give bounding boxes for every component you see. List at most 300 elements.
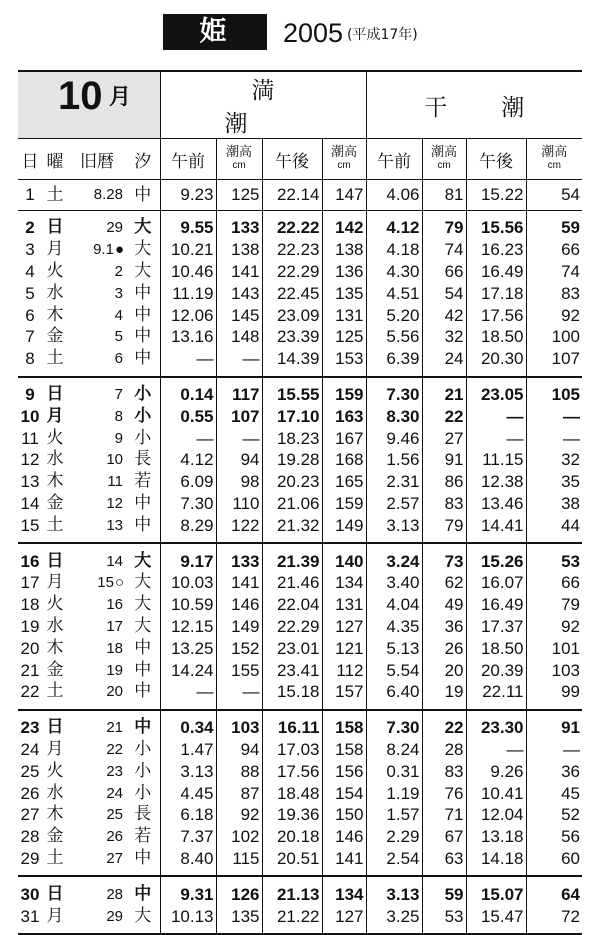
- high-pm-time: 22.29: [262, 616, 322, 638]
- high-am-time: 9.17: [180, 551, 214, 571]
- col-low-am-height: [422, 139, 466, 180]
- tide-type-cell: 中: [126, 180, 160, 211]
- low-pm-time: 20.39: [466, 659, 526, 681]
- moon-phase-icon: ○: [114, 574, 124, 592]
- lunar-date-cell: [68, 876, 126, 905]
- high-am-time: 1.47: [180, 739, 214, 759]
- height-label: 潮高: [330, 145, 357, 160]
- lunar-date-cell: [68, 239, 126, 261]
- high-pm-height: 134: [322, 876, 366, 905]
- weekday-cell: 月: [46, 738, 64, 759]
- low-pm-height: 32: [526, 449, 582, 471]
- low-pm-time: 16.07: [466, 572, 526, 594]
- lunar-date-cell: [68, 739, 126, 761]
- lunar-date-value: 2: [114, 262, 123, 280]
- col-weekday: 曜: [42, 139, 68, 180]
- low-pm-time: 18.50: [466, 637, 526, 659]
- table-row: [18, 760, 582, 782]
- lunar-date-value: 17: [106, 617, 123, 635]
- table-row: [18, 594, 582, 616]
- high-am-height: 141: [216, 572, 262, 594]
- high-am-time: 10.13: [170, 906, 214, 926]
- table-row: [18, 572, 582, 594]
- high-am-height: 115: [216, 848, 262, 877]
- high-am-time: 12.15: [170, 616, 214, 636]
- high-am-time: 6.09: [180, 472, 214, 492]
- day-cell: 15: [20, 515, 40, 535]
- tide-type-cell: 大: [126, 239, 160, 261]
- lunar-date-cell: [68, 848, 126, 877]
- day-cell: 3: [25, 240, 35, 260]
- high-pm-time: 17.03: [262, 739, 322, 761]
- high-am-height: 143: [216, 282, 262, 304]
- weekday-cell: 木: [46, 637, 64, 658]
- col-tide: 汐: [126, 139, 160, 180]
- high-pm-time: 17.10: [262, 405, 322, 427]
- col-low-pm: 午後: [466, 139, 526, 180]
- low-pm-height: 66: [526, 572, 582, 594]
- high-am-time: 13.16: [170, 327, 214, 347]
- col-high-pm-height: [322, 139, 366, 180]
- low-pm-time: 22.11: [466, 681, 526, 710]
- weekday-cell: 日: [46, 550, 64, 571]
- low-pm-time: 23.30: [466, 710, 526, 739]
- high-am-time: 9.55: [180, 218, 214, 238]
- tide-type-cell: 中: [126, 514, 160, 543]
- lunar-date-value: 3: [114, 284, 123, 302]
- weekday-cell: 土: [46, 514, 64, 535]
- low-am-height: 20: [422, 659, 466, 681]
- low-am-height: 22: [422, 405, 466, 427]
- low-pm-time: 14.41: [466, 514, 526, 543]
- high-am-height: 87: [216, 782, 262, 804]
- low-am-time: 4.06: [366, 180, 422, 211]
- high-pm-time: 22.04: [262, 594, 322, 616]
- table-row: [18, 261, 582, 283]
- high-pm-time: 15.55: [262, 377, 322, 406]
- high-pm-height: 121: [322, 637, 366, 659]
- weekday-cell: 日: [46, 717, 64, 738]
- weekday-cell: 土: [46, 348, 64, 369]
- high-am-height: 94: [216, 449, 262, 471]
- day-cell: 27: [20, 805, 40, 825]
- low-pm-height: 92: [526, 304, 582, 326]
- low-am-time: 5.13: [386, 638, 420, 658]
- tide-type-cell: 小: [126, 739, 160, 761]
- table-row: [18, 326, 582, 348]
- lunar-date-value: 11: [107, 473, 123, 491]
- low-pm-height: 74: [526, 261, 582, 283]
- low-pm-height: 38: [526, 493, 582, 515]
- low-am-height: 24: [422, 348, 466, 377]
- low-am-height: 63: [422, 848, 466, 877]
- low-pm-height: 92: [526, 616, 582, 638]
- low-pm-height: 103: [526, 659, 582, 681]
- tide-type-cell: 大: [126, 261, 160, 283]
- month-number: 10: [58, 74, 103, 118]
- low-am-height: 22: [422, 710, 466, 739]
- low-pm-time: 17.56: [466, 304, 526, 326]
- lunar-date-cell: [68, 282, 126, 304]
- height-label: 潮高: [430, 145, 457, 160]
- day-cell: 19: [20, 616, 40, 636]
- table-row: [18, 304, 582, 326]
- low-pm-time: 18.50: [466, 326, 526, 348]
- high-pm-time: 20.23: [262, 471, 322, 493]
- high-pm-time: 21.06: [262, 493, 322, 515]
- lunar-date-value: 27: [106, 849, 123, 867]
- low-pm-height: 72: [526, 905, 582, 934]
- weekday-cell: 水: [46, 282, 64, 303]
- lunar-date-value: 26: [106, 828, 123, 846]
- day-cell: 14: [20, 493, 40, 513]
- tide-type-cell: 長: [126, 804, 160, 826]
- low-pm-time: 10.41: [466, 782, 526, 804]
- day-cell: 26: [20, 783, 40, 803]
- high-am-time: 12.06: [170, 305, 214, 325]
- high-am-height: 146: [216, 594, 262, 616]
- high-pm-time: 23.09: [262, 304, 322, 326]
- day-cell: 22: [20, 682, 40, 702]
- lunar-date-cell: [68, 710, 126, 739]
- lunar-date-value: 9.1: [93, 241, 114, 259]
- high-pm-time: 20.51: [262, 848, 322, 877]
- weekday-cell: 日: [46, 383, 64, 404]
- high-am-height: 126: [216, 876, 262, 905]
- high-pm-height: 153: [322, 348, 366, 377]
- table-row: [18, 616, 582, 638]
- lunar-date-value: 29: [106, 219, 123, 237]
- lunar-date-value: 13: [106, 516, 123, 534]
- weekday-cell: 土: [46, 681, 64, 702]
- day-cell: 12: [20, 450, 40, 470]
- high-am-height: 102: [216, 826, 262, 848]
- high-am-height: 133: [216, 543, 262, 572]
- lunar-date-value: 18: [106, 639, 123, 657]
- low-pm-time: 16.23: [466, 239, 526, 261]
- tide-type-cell: 中: [126, 282, 160, 304]
- low-am-time: 9.46: [386, 428, 420, 448]
- low-am-height: 86: [422, 471, 466, 493]
- weekday-cell: 月: [46, 239, 64, 260]
- lunar-date-cell: [68, 377, 126, 406]
- low-am-time: 4.18: [386, 240, 420, 260]
- day-cell: 31: [20, 906, 40, 926]
- lunar-date-value: 21: [106, 719, 123, 737]
- low-am-height: 53: [422, 905, 466, 934]
- tide-type-cell: 中: [126, 637, 160, 659]
- high-am-time: 0.14: [180, 384, 214, 404]
- weekday-cell: 金: [46, 326, 64, 347]
- high-pm-height: 149: [322, 514, 366, 543]
- era-note: (平成17年): [347, 27, 418, 43]
- lunar-date-value: 23: [106, 762, 123, 780]
- high-pm-height: 127: [322, 905, 366, 934]
- low-pm-height: 53: [526, 543, 582, 572]
- high-pm-time: 22.22: [262, 211, 322, 239]
- low-pm-height: 101: [526, 637, 582, 659]
- low-pm-height: 56: [526, 826, 582, 848]
- day-cell: 11: [21, 428, 39, 448]
- day-cell: 21: [20, 660, 40, 680]
- low-am-height: 79: [422, 211, 466, 239]
- low-am-height: 71: [422, 804, 466, 826]
- high-am-time: 4.45: [180, 783, 214, 803]
- table-row: [18, 405, 582, 427]
- table-row: [18, 282, 582, 304]
- high-am-height: 155: [216, 659, 262, 681]
- low-pm-height: 99: [526, 681, 582, 710]
- low-pm-time: 15.26: [466, 543, 526, 572]
- table-row: [18, 493, 582, 515]
- low-pm-time: 16.49: [466, 261, 526, 283]
- tide-type-cell: 中: [126, 659, 160, 681]
- high-pm-height: 150: [322, 804, 366, 826]
- lunar-date-value: 25: [106, 806, 123, 824]
- table-row: [18, 211, 582, 239]
- weekday-cell: 木: [46, 471, 64, 492]
- weekday-cell: 月: [46, 405, 64, 426]
- height-label: 潮高: [541, 145, 568, 160]
- low-pm-height: —: [526, 427, 582, 449]
- high-pm-height: 131: [322, 594, 366, 616]
- high-pm-time: 19.28: [262, 449, 322, 471]
- high-pm-time: 22.23: [262, 239, 322, 261]
- lunar-date-cell: [68, 493, 126, 515]
- col-low-pm-height: [526, 139, 582, 180]
- low-pm-height: 107: [526, 348, 582, 377]
- high-pm-time: 22.14: [262, 180, 322, 211]
- unit-label: cm: [547, 160, 561, 171]
- low-am-time: 4.04: [386, 595, 420, 615]
- lunar-date-value: 19: [106, 661, 123, 679]
- weekday-cell: 水: [46, 782, 64, 803]
- lunar-date-cell: [68, 905, 126, 934]
- low-pm-time: 9.26: [466, 760, 526, 782]
- low-am-time: 6.39: [386, 349, 420, 369]
- high-am-height: 149: [216, 616, 262, 638]
- low-am-time: 1.57: [386, 805, 420, 825]
- tide-type-cell: 大: [126, 594, 160, 616]
- low-pm-time: 17.37: [466, 616, 526, 638]
- high-am-time: 3.13: [180, 761, 214, 781]
- high-am-time: 9.31: [180, 884, 214, 904]
- high-pm-height: 135: [322, 282, 366, 304]
- low-pm-time: 13.46: [466, 493, 526, 515]
- low-pm-time: 20.30: [466, 348, 526, 377]
- high-am-time: 7.37: [180, 827, 214, 847]
- low-am-time: 4.35: [386, 616, 420, 636]
- table-row: [18, 905, 582, 934]
- low-pm-time: 12.04: [466, 804, 526, 826]
- tide-type-cell: 小: [126, 405, 160, 427]
- low-am-time: 3.13: [386, 884, 420, 904]
- table-row: [18, 710, 582, 739]
- low-am-time: 2.54: [386, 848, 420, 868]
- lunar-date-cell: [68, 261, 126, 283]
- day-cell: 2: [25, 218, 35, 238]
- low-pm-height: 52: [526, 804, 582, 826]
- lunar-date-value: 7: [114, 385, 123, 403]
- high-pm-time: 22.29: [262, 261, 322, 283]
- tide-table: [18, 70, 582, 935]
- high-am-time: —: [196, 428, 214, 448]
- low-pm-height: 83: [526, 282, 582, 304]
- high-pm-height: 141: [322, 848, 366, 877]
- high-tide-header: 満潮: [160, 71, 366, 139]
- low-pm-height: 100: [526, 326, 582, 348]
- high-am-time: 13.25: [170, 638, 214, 658]
- high-am-height: 152: [216, 637, 262, 659]
- lunar-date-value: 8: [114, 407, 123, 425]
- lunar-date-value: 4: [114, 306, 123, 324]
- low-am-time: 7.30: [386, 718, 420, 738]
- high-pm-time: 18.23: [262, 427, 322, 449]
- lunar-date-value: 9: [114, 429, 123, 447]
- high-am-time: —: [196, 682, 214, 702]
- low-am-height: 28: [422, 739, 466, 761]
- lunar-date-value: 22: [106, 740, 123, 758]
- year-label: 2005: [283, 18, 344, 48]
- high-pm-time: 21.32: [262, 514, 322, 543]
- day-cell: 9: [25, 384, 35, 404]
- high-pm-time: 16.11: [262, 710, 322, 739]
- weekday-cell: 月: [46, 572, 64, 593]
- table-row: [18, 543, 582, 572]
- low-pm-height: 64: [526, 876, 582, 905]
- low-pm-height: 91: [526, 710, 582, 739]
- low-pm-height: 59: [526, 211, 582, 239]
- day-cell: 10: [20, 406, 40, 426]
- high-pm-height: 167: [322, 427, 366, 449]
- weekday-cell: 火: [46, 760, 64, 781]
- col-day: 日: [18, 139, 42, 180]
- weekday-cell: 木: [46, 304, 64, 325]
- tide-type-cell: 大: [126, 905, 160, 934]
- col-high-pm: 午後: [262, 139, 322, 180]
- unit-label: cm: [232, 160, 246, 171]
- tide-type-cell: 中: [126, 848, 160, 877]
- tide-type-cell: 小: [126, 760, 160, 782]
- low-am-height: 54: [422, 282, 466, 304]
- day-cell: 20: [20, 638, 40, 658]
- high-pm-time: 20.18: [262, 826, 322, 848]
- table-row: [18, 637, 582, 659]
- low-pm-time: —: [466, 427, 526, 449]
- high-am-height: 94: [216, 739, 262, 761]
- tide-type-cell: 小: [126, 427, 160, 449]
- low-am-time: 0.31: [386, 761, 420, 781]
- low-am-height: 91: [422, 449, 466, 471]
- day-cell: 6: [25, 305, 35, 325]
- tide-type-cell: 中: [126, 304, 160, 326]
- low-am-time: 4.51: [386, 283, 420, 303]
- weekday-cell: 土: [42, 180, 68, 211]
- tide-type-cell: 中: [126, 710, 160, 739]
- low-am-height: 83: [422, 760, 466, 782]
- weekday-cell: 木: [46, 804, 64, 825]
- high-pm-time: 17.56: [262, 760, 322, 782]
- table-row: [18, 471, 582, 493]
- high-pm-height: 158: [322, 710, 366, 739]
- weekday-cell: 土: [46, 847, 64, 868]
- high-pm-height: 131: [322, 304, 366, 326]
- high-am-height: 107: [216, 405, 262, 427]
- weekday-cell: 水: [46, 615, 64, 636]
- high-am-height: 98: [216, 471, 262, 493]
- high-pm-time: 23.39: [262, 326, 322, 348]
- high-pm-height: 156: [322, 760, 366, 782]
- low-am-height: 21: [422, 377, 466, 406]
- low-pm-time: 14.18: [466, 848, 526, 877]
- low-am-time: 2.57: [386, 493, 420, 513]
- low-pm-height: 66: [526, 239, 582, 261]
- tide-type-cell: 中: [126, 681, 160, 710]
- low-am-height: 83: [422, 493, 466, 515]
- tide-type-cell: 大: [126, 543, 160, 572]
- day-cell: 5: [25, 283, 35, 303]
- day-cell: 23: [20, 718, 40, 738]
- low-pm-time: 11.15: [466, 449, 526, 471]
- day-cell: 4: [25, 261, 35, 281]
- high-pm-time: 21.46: [262, 572, 322, 594]
- lunar-date-cell: [68, 471, 126, 493]
- tide-type-cell: 中: [126, 348, 160, 377]
- weekday-cell: 日: [46, 883, 64, 904]
- high-am-time: 6.18: [180, 805, 214, 825]
- low-pm-height: 35: [526, 471, 582, 493]
- high-am-time: 8.40: [180, 848, 214, 868]
- high-am-time: 9.23: [160, 180, 216, 211]
- table-row: [18, 782, 582, 804]
- lunar-date-value: 29: [106, 907, 123, 925]
- day-cell: 17: [20, 573, 40, 593]
- high-pm-height: 147: [322, 180, 366, 211]
- lunar-date-cell: [68, 594, 126, 616]
- high-pm-height: 142: [322, 211, 366, 239]
- lunar-date-value: 16: [106, 596, 123, 614]
- high-pm-time: 19.36: [262, 804, 322, 826]
- high-pm-height: 134: [322, 572, 366, 594]
- high-am-time: —: [196, 349, 214, 369]
- high-pm-height: 138: [322, 239, 366, 261]
- lunar-date-cell: [68, 782, 126, 804]
- low-am-time: 5.56: [386, 327, 420, 347]
- table-row: [18, 804, 582, 826]
- low-pm-time: 17.18: [466, 282, 526, 304]
- lunar-date-cell: [68, 211, 126, 239]
- low-am-height: 19: [422, 681, 466, 710]
- lunar-date-cell: [68, 760, 126, 782]
- high-am-time: 4.12: [180, 450, 214, 470]
- high-pm-height: 159: [322, 377, 366, 406]
- low-am-time: 5.20: [386, 305, 420, 325]
- low-am-time: 4.12: [386, 218, 420, 238]
- tide-type-cell: 中: [126, 326, 160, 348]
- low-am-time: 4.30: [386, 261, 420, 281]
- table-row: [18, 348, 582, 377]
- low-pm-time: 15.22: [466, 180, 526, 211]
- lunar-date-cell: [68, 543, 126, 572]
- height-label: 潮高: [225, 145, 252, 160]
- low-pm-time: 15.07: [466, 876, 526, 905]
- high-am-time: 10.21: [170, 240, 214, 260]
- low-am-height: 32: [422, 326, 466, 348]
- low-pm-time: 23.05: [466, 377, 526, 406]
- high-pm-height: 163: [322, 405, 366, 427]
- high-am-height: —: [216, 681, 262, 710]
- high-pm-time: 21.22: [262, 905, 322, 934]
